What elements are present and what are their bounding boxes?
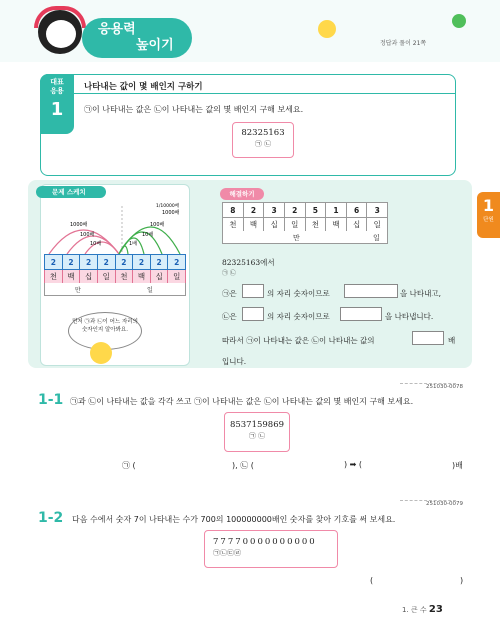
example-tag-number: 1	[50, 99, 64, 120]
solution-groups	[222, 231, 388, 244]
problem2-numeral: 77770000000000	[213, 537, 317, 547]
example-tag-line2: 응용	[50, 87, 64, 95]
solution-line3-mid: 의 자리 숫자이므로	[267, 312, 330, 321]
example-tag	[40, 74, 74, 134]
problem1-numeral: 8537159869	[229, 420, 285, 430]
solution-place: 십	[264, 218, 285, 232]
sketch-digit: 2	[150, 255, 168, 270]
sketch-place: 십	[80, 270, 98, 284]
answer-blank[interactable]	[242, 307, 264, 321]
solution-line1-marks: ㉠ ㉡	[222, 270, 236, 277]
arrow-label-1: 1000배	[70, 222, 88, 228]
answer-blank[interactable]	[340, 307, 382, 321]
solution-line2-start: ㉠은	[222, 289, 237, 298]
plant-icon	[452, 14, 466, 28]
sketch-digit: 2	[168, 255, 186, 270]
example-number: 82325163	[241, 128, 285, 138]
sketch-digit: 2	[80, 255, 98, 270]
solution-line2-mid: 의 자리 숫자이므로	[267, 289, 330, 298]
solution-digit: 1	[326, 203, 347, 218]
problem2-marks: ㉠㉡㉢㉣	[213, 549, 241, 557]
arrow-label-5: 100배	[150, 222, 165, 228]
problem2-number: 1-2	[38, 510, 64, 526]
solution-line3-start: ㉡은	[222, 312, 237, 321]
sketch-digit: 2	[62, 255, 80, 270]
solution-line5: 입니다.	[222, 357, 247, 366]
solution-place: 천	[223, 218, 244, 232]
solve-label: 해결하기	[220, 188, 264, 200]
problem1-answer-a: ㉠ (	[122, 461, 136, 470]
solution-line4-unit: 배	[448, 336, 456, 345]
problem2-code: 251030-0079	[426, 501, 463, 507]
example-title: 나타내는 값이 몇 배인지 구하기	[84, 82, 203, 92]
sketch-place: 십	[150, 270, 168, 284]
solution-line4: 따라서 ㉠이 나타내는 값은 ㉡이 나타내는 값의	[222, 336, 375, 345]
solution-digit: 6	[346, 203, 367, 218]
solution-group-il: 일	[373, 234, 380, 242]
problem1-marks: ㉠ ㉡	[248, 432, 266, 440]
section-title	[82, 18, 192, 58]
arrow-label-3: 10배	[90, 241, 102, 247]
example-number-box	[232, 122, 294, 158]
section-title-line2: 높이기	[136, 38, 174, 53]
solution-place: 일	[284, 218, 305, 232]
solution-line3-end: 을 나타냅니다.	[385, 312, 434, 321]
section-title-line1: 응용력	[98, 22, 136, 37]
solution-place: 십	[346, 218, 367, 232]
problem1-number: 1-1	[38, 392, 64, 408]
sketch-groups	[44, 283, 186, 296]
sketch-place-table	[44, 254, 186, 284]
problem1-text: ㉠과 ㉡이 나타내는 값을 각각 쓰고 ㉠이 나타내는 값은 ㉡이 나타내는 값의 몇 배인지 구해 보세요.	[70, 397, 414, 406]
solution-place: 천	[305, 218, 326, 232]
unit-tab	[477, 192, 500, 238]
page-number: 23	[428, 604, 443, 615]
sketch-arrows	[40, 200, 190, 256]
solution-digit: 8	[223, 203, 244, 218]
arrow-label-4: 1000배	[162, 210, 180, 216]
sketch-digit: 2	[133, 255, 151, 270]
solution-digit: 2	[284, 203, 305, 218]
solution-digit: 3	[367, 203, 388, 218]
problem2-answer-close: )	[460, 576, 464, 585]
hint-bubble: 먼저 ㉠과 ㉡이 어느 자리의 숫자인지 알아봐요.	[68, 312, 142, 350]
arrow-label-8: 1/10000배	[156, 204, 180, 209]
sketch-digit: 2	[45, 255, 63, 270]
problem1-answer-d: )배	[452, 461, 463, 470]
example-tag-line1: 대표	[50, 78, 64, 86]
problem1-answer-c: ) ➡ (	[344, 460, 363, 469]
solution-group-man: 만	[293, 234, 300, 242]
sketch-place: 천	[115, 270, 133, 284]
sketch-place: 일	[97, 270, 115, 284]
answer-blank[interactable]	[242, 284, 264, 298]
answer-blank[interactable]	[412, 331, 444, 345]
arrow-label-2: 100배	[80, 232, 95, 238]
solution-line1: 82325163에서	[222, 258, 275, 267]
sketch-place: 백	[133, 270, 151, 284]
solution-place: 일	[367, 218, 388, 232]
sketch-group-il: 일	[147, 287, 153, 294]
unit-tab-number: 1	[482, 196, 495, 215]
arrow-label-6: 10배	[142, 232, 154, 238]
problem2-answer-open: (	[370, 576, 374, 585]
page-footer	[402, 604, 443, 615]
solution-digit: 5	[305, 203, 326, 218]
sketch-group-man: 만	[75, 287, 81, 294]
sketch-place: 일	[168, 270, 186, 284]
example-marks: ㉠ ㉡	[254, 140, 272, 148]
arrow-label-7: 1배	[129, 241, 138, 247]
solution-place-table	[222, 202, 388, 232]
chapter-label: 1. 큰 수	[402, 606, 427, 614]
problem1-code: 251030-0078	[426, 384, 463, 390]
unit-tab-label: 단원	[483, 217, 494, 223]
solution-place: 백	[326, 218, 347, 232]
problem1-answer-b: ), ㉡ (	[232, 461, 254, 470]
problem1-number-box	[224, 412, 290, 452]
answer-blank[interactable]	[344, 284, 398, 298]
answer-reference: 정답과 풀이 21쪽	[380, 40, 427, 47]
solution-line2-end: 을 나타내고,	[400, 289, 441, 298]
sketch-digit: 2	[115, 255, 133, 270]
example-question: ㉠이 나타내는 값은 ㉡이 나타내는 값의 몇 배인지 구해 보세요.	[84, 105, 304, 114]
solution-digit: 2	[243, 203, 264, 218]
sketch-place: 백	[62, 270, 80, 284]
sketch-digit: 2	[97, 255, 115, 270]
solution-place: 백	[243, 218, 264, 232]
sketch-label: 문제 스케치	[36, 186, 106, 198]
problem2-number-box	[204, 530, 338, 568]
chick-icon	[318, 20, 336, 38]
sketch-place: 천	[45, 270, 63, 284]
solution-digit: 3	[264, 203, 285, 218]
chick-icon	[90, 342, 112, 364]
problem2-text: 다음 수에서 숫자 7이 나타내는 수가 700의 100000000배인 숫자를 찾아 기호를 써 보세요.	[72, 515, 396, 524]
